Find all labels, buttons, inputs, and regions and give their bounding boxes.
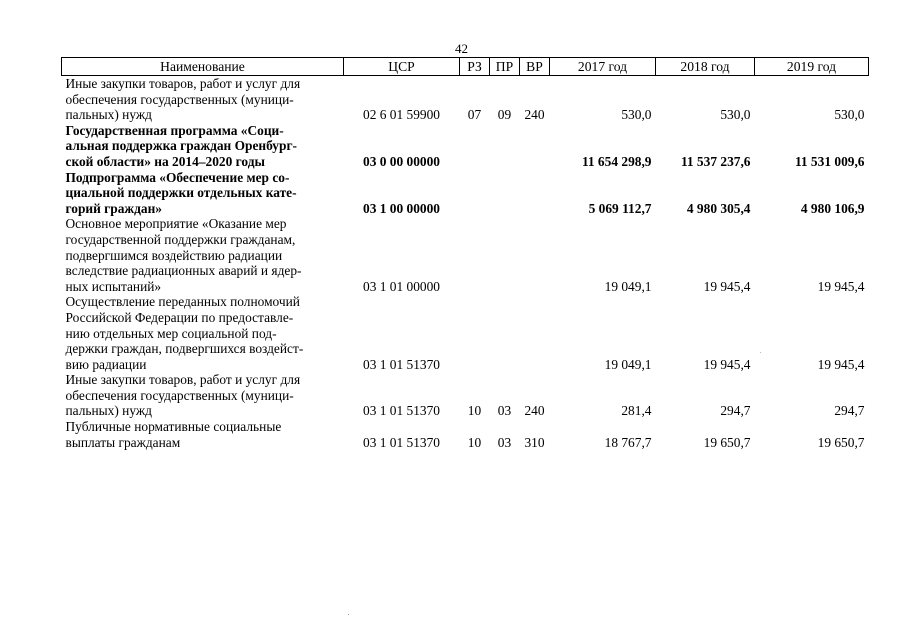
row-name-line: пальных) нужд	[65, 107, 152, 123]
row-2018: 19 945,4	[703, 278, 751, 294]
row-name	[62, 76, 344, 123]
row-name	[62, 294, 344, 372]
row-pr: 09	[497, 107, 512, 123]
row-name-line: Публичные нормативные социальные	[65, 419, 282, 435]
row-2019: 19 945,4	[817, 356, 865, 372]
row-csr: 03 1 00 00000	[363, 200, 440, 216]
row-pr	[490, 294, 520, 372]
row-name-line: Иные закупки товаров, работ и услуг для	[65, 76, 301, 91]
scan-speck	[348, 614, 349, 615]
row-name-line: пальных) нужд	[65, 403, 152, 419]
row-2018: 19 945,4	[703, 356, 751, 372]
row-name-line: обеспечения государственных (муници-	[65, 91, 294, 107]
table-row	[62, 294, 869, 372]
row-name-line: вию радиации	[65, 356, 147, 372]
row-name-line: обеспечения государственных (муници-	[65, 387, 294, 403]
row-csr: 03 1 01 51370	[363, 403, 440, 419]
table-body	[62, 76, 869, 451]
row-name-line: Российской Федерации по предоставле-	[65, 309, 294, 325]
row-name-line: ных испытаний»	[65, 278, 162, 294]
row-name-line: альная поддержка граждан Оренбург-	[65, 138, 297, 154]
row-2019: 11 531 009,6	[794, 153, 865, 169]
row-2019: 4 980 106,9	[800, 200, 865, 216]
row-name	[62, 170, 344, 217]
row-2017: 18 767,7	[604, 434, 652, 450]
row-name	[62, 123, 344, 170]
row-2017: 281,4	[621, 403, 652, 419]
row-2017: 530,0	[621, 107, 652, 123]
row-csr: 03 1 01 51370	[363, 356, 440, 372]
row-2017: 19 049,1	[604, 278, 652, 294]
scan-speck	[760, 352, 761, 353]
page-number: 42	[455, 41, 468, 56]
row-vr	[520, 294, 550, 372]
row-rz: 10	[467, 403, 482, 419]
header-2019: 2019 год	[755, 58, 869, 76]
row-2018: 530,0	[720, 107, 751, 123]
row-rz	[460, 216, 490, 294]
header-row	[62, 58, 869, 76]
row-2018: 19 650,7	[703, 434, 751, 450]
row-csr: 02 6 01 59900	[363, 107, 440, 123]
row-pr	[490, 170, 520, 217]
row-2017: 5 069 112,7	[588, 200, 652, 216]
row-name-line: Осуществление переданных полномочий	[65, 294, 300, 310]
row-name-line: циальной поддержки отдельных кате-	[65, 185, 297, 201]
row-2018: 294,7	[720, 403, 751, 419]
row-2018: 4 980 305,4	[686, 200, 751, 216]
row-2018: 11 537 237,6	[680, 153, 751, 169]
row-name-line: Основное мероприятие «Оказание мер	[65, 216, 287, 232]
row-rz	[460, 170, 490, 217]
row-name-line: нию отдельных мер социальной под-	[65, 325, 277, 341]
row-name-line: держки граждан, подвергшихся воздейст-	[65, 341, 304, 357]
row-rz	[460, 123, 490, 170]
row-2019: 19 650,7	[817, 434, 865, 450]
row-csr: 03 1 01 00000	[363, 278, 440, 294]
row-name-line: Иные закупки товаров, работ и услуг для	[65, 372, 301, 388]
row-2019: 530,0	[834, 107, 865, 123]
row-name-line: Подпрограмма «Обеспечение мер со-	[65, 169, 290, 185]
table-row	[62, 170, 869, 217]
row-name	[62, 216, 344, 294]
budget-table	[61, 57, 869, 450]
header-vr: ВР	[520, 58, 550, 76]
row-pr: 03	[497, 403, 512, 419]
row-name-line: вследствие радиационных аварий и ядер-	[65, 263, 302, 279]
row-2017: 11 654 298,9	[581, 153, 652, 169]
row-name	[62, 372, 344, 419]
row-csr: 03 1 01 51370	[363, 434, 440, 450]
header-name: Наименование	[62, 58, 344, 76]
row-name-line: государственной поддержки гражданам,	[65, 231, 296, 247]
row-vr: 240	[524, 107, 545, 123]
table-row	[62, 372, 869, 419]
row-csr: 03 0 00 00000	[363, 153, 440, 169]
header-csr: ЦСР	[344, 58, 460, 76]
row-pr	[490, 216, 520, 294]
row-pr	[490, 123, 520, 170]
header-rz: РЗ	[460, 58, 490, 76]
row-rz: 10	[467, 434, 482, 450]
table-row	[62, 216, 869, 294]
row-vr: 240	[524, 403, 545, 419]
row-2017: 19 049,1	[604, 356, 652, 372]
row-pr: 03	[497, 434, 512, 450]
table-row	[62, 419, 869, 450]
table-row	[62, 123, 869, 170]
table-row	[62, 76, 869, 123]
row-2019: 19 945,4	[817, 278, 865, 294]
header-pr: ПР	[490, 58, 520, 76]
row-name	[62, 419, 344, 450]
row-vr	[520, 170, 550, 217]
row-name-line: Государственная программа «Соци-	[65, 122, 284, 138]
row-2019: 294,7	[834, 403, 865, 419]
row-rz	[460, 294, 490, 372]
row-rz: 07	[467, 107, 482, 123]
row-name-line: подвергшимся воздействию радиации	[65, 247, 283, 263]
row-name-line: ской области» на 2014–2020 годы	[65, 153, 265, 169]
row-vr	[520, 216, 550, 294]
row-vr: 310	[524, 434, 545, 450]
row-name-line: горий граждан»	[65, 200, 162, 216]
header-2018: 2018 год	[656, 58, 755, 76]
table-header	[62, 58, 869, 76]
row-name-line: выплаты гражданам	[65, 434, 181, 450]
row-vr	[520, 123, 550, 170]
header-2017: 2017 год	[550, 58, 656, 76]
